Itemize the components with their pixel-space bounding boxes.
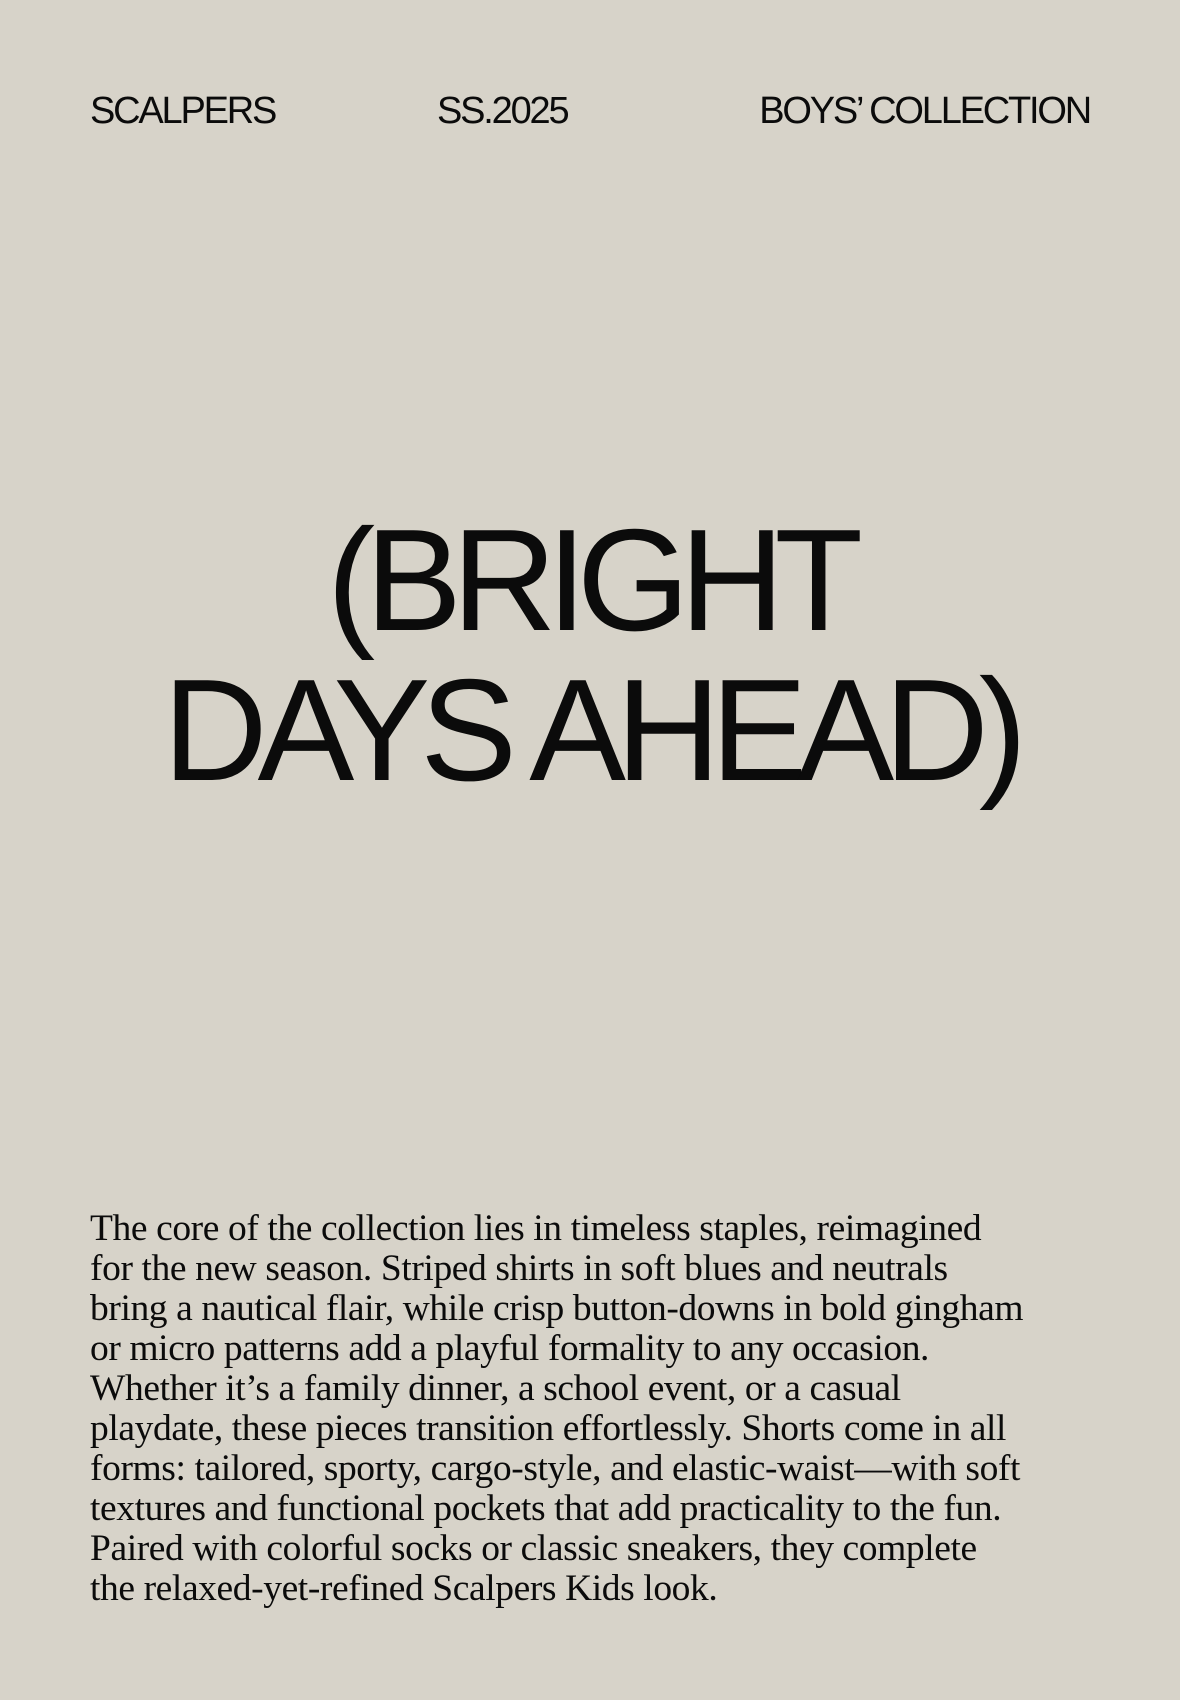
headline-line-1: (BRIGHT xyxy=(326,499,854,661)
brand-name: SCALPERS xyxy=(90,90,276,132)
body-line: playdate, these pieces transition effortlessly. Shorts come in all xyxy=(90,1408,1007,1449)
body-line: textures and functional pockets that add practicality to the fun. xyxy=(90,1488,1002,1529)
collection-label: BOYS’ COLLECTION xyxy=(759,90,1090,132)
body-line: or micro patterns add a playful formality to any occasion. xyxy=(90,1328,930,1369)
season-label: SS.2025 xyxy=(437,90,568,132)
headline-line-2: DAYS AHEAD) xyxy=(162,649,1018,811)
headline xyxy=(0,499,1180,811)
body-paragraph xyxy=(90,1209,1120,1609)
body-line: forms: tailored, sporty, cargo-style, and elastic-waist—with soft xyxy=(90,1448,1021,1489)
body-line: Paired with colorful socks or classic sneakers, they complete xyxy=(90,1528,977,1569)
body-line: the relaxed-yet-refined Scalpers Kids look. xyxy=(90,1568,718,1609)
body-line: for the new season. Striped shirts in soft blues and neutrals xyxy=(90,1248,948,1289)
page-header xyxy=(90,88,1090,134)
body-line: Whether it’s a family dinner, a school event, or a casual xyxy=(90,1368,901,1409)
body-line: bring a nautical flair, while crisp button-downs in bold gingham xyxy=(90,1288,1024,1329)
body-line: The core of the collection lies in timeless staples, reimagined xyxy=(90,1208,982,1249)
